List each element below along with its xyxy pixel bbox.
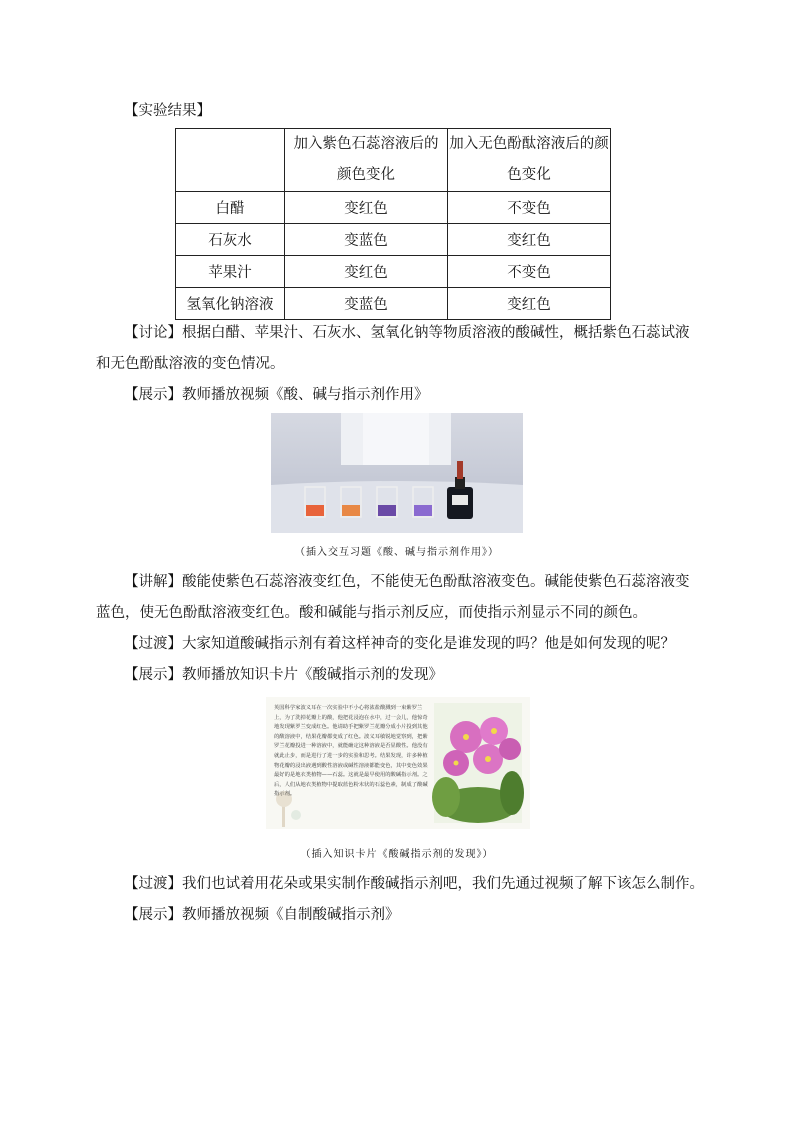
- table-cell: 苹果汁: [176, 256, 285, 288]
- transition-paragraph: [124, 629, 704, 660]
- table-cell: 变蓝色: [285, 224, 448, 256]
- show-text: 教师播放视频《自制酸碱指示剂》: [182, 907, 400, 923]
- table-cell: 氢氧化钠溶液: [176, 288, 285, 320]
- explain-tag: 【讲解】: [124, 574, 182, 590]
- caption-interactive-exercise: （插入交互习题《酸、碱与指示剂作用》）: [295, 547, 499, 558]
- indicator-video-image: [271, 413, 523, 533]
- transition-text: 大家知道酸碱指示剂有着这样神奇的变化是谁发现的吗？他是如何发现的呢？: [182, 636, 675, 652]
- table-header-cell: [448, 129, 611, 192]
- discussion-paragraph: [96, 318, 702, 380]
- header-line: 加入无色酚酞溶液后的颜: [449, 136, 609, 152]
- explain-paragraph: [96, 567, 702, 629]
- table-cell: 变红色: [448, 288, 611, 320]
- show-video-paragraph: [124, 900, 704, 931]
- primrose-flower: [432, 703, 524, 823]
- table-cell: 石灰水: [176, 224, 285, 256]
- table-header-row: [176, 129, 611, 192]
- header-line: 颜色变化: [337, 167, 395, 183]
- show-text: 教师播放视频《酸、碱与指示剂作用》: [182, 387, 429, 403]
- show-tag: 【展示】: [124, 387, 182, 403]
- explain-text: 酸能使紫色石蕊溶液变红色，不能使无色酚酞溶液变色。碱能使紫色石蕊溶液变蓝色，使无色酚酞溶液变红色。酸和碱能与指示剂反应，而使指示剂显示不同的颜色。: [96, 574, 690, 621]
- table-row: [176, 192, 611, 224]
- results-table: [175, 128, 611, 320]
- table-cell: 变红色: [285, 256, 448, 288]
- table-cell: 不变色: [448, 256, 611, 288]
- lab-scene-illustration: [271, 413, 523, 533]
- section-heading-results: 【实验结果】: [124, 103, 211, 119]
- table-cell: 变红色: [285, 192, 448, 224]
- show-video-paragraph: [124, 380, 704, 411]
- table-cell: 不变色: [448, 192, 611, 224]
- show-card-paragraph: [124, 660, 704, 691]
- discussion-text: 根据白醋、苹果汁、石灰水、氢氧化钠等物质溶液的酸碱性，概括紫色石蕊试液和无色酚酞溶液的变色情况。: [96, 325, 690, 372]
- card-text: 英国科学家波义耳在一次实验中不小心将浓盐酸溅到一束紫罗兰上，为了洗掉花瓣上的酸，他把花浸泡在水中，过一会儿，他惊奇地发现紫罗兰变成红色。他请助手把紫罗兰花瓣分成小片投到其他的酸溶液中，结果花瓣都变成了红色。波义耳敏锐地觉察到，把紫罗兰花瓣投进一种溶液中，就能确定这种溶液是否显酸性。他没有就此止步，而是进行了进一步的实验和思考。结果发现，许多种植物花瓣的浸出液遇到酸性溶液或碱性溶液都能变色，其中变色效果最好的是地衣类植物——石蕊。这就是最早使用的酸碱指示剂。之后，人们从地衣类植物中提取蓝色粉末状的石蕊色素，制成了酸碱指示剂。: [274, 705, 428, 798]
- header-line: 加入紫色石蕊溶液后的: [293, 136, 439, 152]
- table-header-cell: [285, 129, 448, 192]
- table-row: [176, 224, 611, 256]
- transition-tag: 【过渡】: [124, 636, 182, 652]
- discussion-tag: 【讨论】: [124, 325, 182, 341]
- table-cell: 白醋: [176, 192, 285, 224]
- show-tag: 【展示】: [124, 667, 182, 683]
- knowledge-card-image: [266, 697, 530, 829]
- table-cell: 变红色: [448, 224, 611, 256]
- caption-knowledge-card: （插入知识卡片《酸碱指示剂的发现》）: [300, 849, 494, 860]
- transition-tag: 【过渡】: [124, 876, 182, 892]
- table-row: [176, 256, 611, 288]
- header-line: 色变化: [507, 167, 551, 183]
- table-row: [176, 288, 611, 320]
- show-tag: 【展示】: [124, 907, 182, 923]
- transition-text: 我们也试着用花朵或果实制作酸碱指示剂吧，我们先通过视频了解下该怎么制作。: [182, 876, 704, 892]
- transition-paragraph: [124, 869, 704, 900]
- show-text: 教师播放知识卡片《酸碱指示剂的发现》: [182, 667, 443, 683]
- table-header-cell: [176, 129, 285, 192]
- table-cell: 变蓝色: [285, 288, 448, 320]
